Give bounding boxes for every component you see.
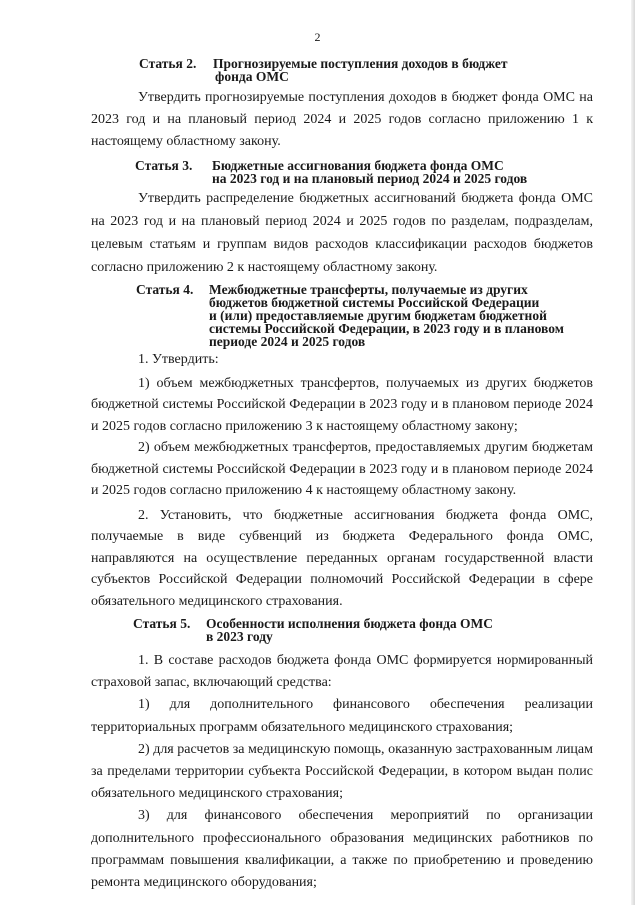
article-title-line: Прогнозируемые поступления доходов в бюджет bbox=[213, 56, 508, 71]
article-number: Статья 3. bbox=[135, 158, 193, 173]
article-number: Статья 2. bbox=[139, 56, 197, 71]
paragraph: 1. Утвердить: bbox=[138, 352, 219, 367]
page-edge-shadow bbox=[631, 0, 635, 905]
article-title-line: фонда ОМС bbox=[215, 69, 289, 84]
article-title-line: и (или) предоставляемые другим бюджетам бюджетной bbox=[209, 308, 547, 323]
article-title-line: Особенности исполнения бюджета фонда ОМС bbox=[206, 616, 494, 631]
paragraph: 1. В составе расходов бюджета фонда ОМС формируется нормированный страховой запас, включающий средства: bbox=[91, 653, 593, 691]
paragraph: 1) объем межбюджетных трансфертов, получаемых из других бюджетов бюджетной системы Российской Федерации в 2023 году и в плановом периоде 2024 и 2025 годов согласно приложению 3 к настоящему областному закону; bbox=[91, 375, 593, 434]
article-title-line: в 2023 году bbox=[206, 629, 273, 644]
paragraph: 2. Установить, что бюджетные ассигнования бюджета фонда ОМС, получаемые в виде субвенций из бюджета Федерального фонда ОМС, направляются на осуществление переданных органам государственной власти субъектов Российской Федерации полномочий Российской Федерации в сфере обязательного медицинского страхования. bbox=[91, 507, 593, 609]
article-2-heading bbox=[139, 57, 599, 85]
article-title bbox=[213, 57, 507, 83]
article-title-line: Межбюджетные трансферты, получаемые из других bbox=[209, 282, 528, 297]
article-title-line: системы Российской Федерации, в 2023 году и в плановом bbox=[209, 321, 564, 336]
article-2-body bbox=[91, 87, 593, 153]
paragraph: Утвердить прогнозируемые поступления доходов в бюджет фонда ОМС на 2023 год и на плановый период 2024 и 2025 годов согласно приложению 1 к настоящему областному закону. bbox=[91, 90, 593, 149]
paragraph: 3) для финансового обеспечения мероприятий по организации дополнительного профессионального образования медицинских работников по программам повышения квалификации, а также по приобретению и проведению ремонта медицинского оборудования; bbox=[91, 808, 593, 891]
article-title-line: Бюджетные ассигнования бюджета фонда ОМС bbox=[212, 158, 504, 173]
article-title bbox=[212, 159, 527, 185]
article-title-line: на 2023 год и на плановый период 2024 и 2025 годов bbox=[212, 171, 528, 186]
article-5-heading bbox=[133, 617, 603, 645]
article-4-heading bbox=[136, 283, 606, 353]
article-number: Статья 5. bbox=[133, 616, 191, 631]
article-4-body bbox=[91, 349, 593, 612]
paragraph: 2) объем межбюджетных трансфертов, предоставляемых другим бюджетам бюджетной системы Российской Федерации в 2023 году и в плановом периоде 2024 и 2025 годов согласно приложению 4 к настоящему областному закону. bbox=[91, 440, 593, 498]
paragraph: 2) для расчетов за медицинскую помощь, оказанную застрахованным лицам за пределами территории субъекта Российской Федерации, в котором выдан полис обязательного медицинского страхования; bbox=[91, 741, 593, 802]
article-title bbox=[206, 617, 493, 643]
page-number: 2 bbox=[314, 30, 321, 44]
article-3-body bbox=[91, 187, 593, 279]
article-5-body bbox=[91, 650, 593, 894]
article-title bbox=[209, 283, 564, 348]
paragraph: 1) для дополнительного финансового обеспечения реализации территориальных программ обязательного медицинского страхования; bbox=[91, 697, 593, 735]
paragraph: Утвердить распределение бюджетных ассигнований бюджета фонда ОМС на 2023 год и на плановый период 2024 и 2025 годов по разделам, подразделам, целевым статьям и группам видов расходов классификации расходов бюджетов согласно приложению 2 к настоящему областному закону. bbox=[91, 191, 593, 275]
article-number: Статья 4. bbox=[136, 282, 194, 297]
article-3-heading bbox=[135, 159, 605, 187]
article-title-line: периоде 2024 и 2025 годов bbox=[209, 334, 366, 349]
article-title-line: бюджетов бюджетной системы Российской Федерации bbox=[209, 295, 540, 310]
